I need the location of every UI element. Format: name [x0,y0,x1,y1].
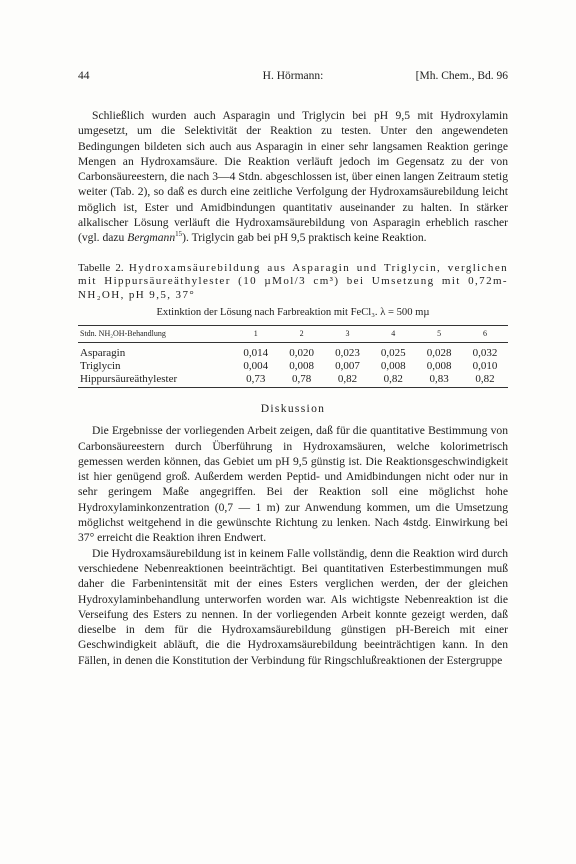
header-cell: 5 [416,326,462,343]
table-cell: 0,025 [380,347,406,360]
table-cell: 0,032 [472,347,498,360]
table-header-row [78,326,508,343]
table-cell: 0,028 [426,347,452,360]
table-cell: 0,82 [370,373,416,388]
row-label: Triglycin [80,360,121,373]
header-cell: 3 [325,326,371,343]
table-cell: 0,014 [243,347,269,360]
table-title: Hydroxamsäurebildung aus Asparagin und Triglycin, verglichen mit Hippursäureäthylester (10 µMol/3 cm³) bei Umsetzung mit 0,72m-NH₂OH, pH 9,5, 37° [78,261,509,301]
row-label: Hippursäureäthylester [78,373,233,388]
table-cell: 0,83 [416,373,462,388]
table-cell: 0,82 [325,373,371,388]
table-cell: 0,008 [380,360,406,373]
table-row [78,360,508,373]
table-row [78,373,508,388]
header-cell: 2 [279,326,325,343]
header-cell: 4 [370,326,416,343]
table-cell: 0,008 [426,360,452,373]
running-author: H. Hörmann: [262,70,324,82]
table-row [78,343,508,360]
journal-reference: [Mh. Chem., Bd. 96 [415,70,508,82]
table-cell: 0,020 [289,347,314,360]
table-cell: 0,023 [335,347,360,360]
table-cell: 0,82 [462,373,508,388]
row-label: Asparagin [80,347,126,360]
section-heading: Diskussion [260,402,326,416]
reference-author: Bergmann [127,231,176,245]
reference-number: 15 [175,230,183,239]
table-caption [78,262,508,303]
table-cell: 0,004 [243,360,269,373]
table-cell: 0,73 [233,373,279,388]
data-table [78,325,508,388]
paragraph-results [78,108,508,246]
page-number: 44 [78,70,90,82]
running-header [78,70,508,86]
table-cell: 0,78 [279,373,325,388]
table-label: Tabelle 2. [78,261,124,274]
header-cell: 6 [462,326,508,343]
paragraph-discussion-1: Die Ergebnisse der vorliegenden Arbeit zeigen, daß für die quantitative Bestimmung von Carbonsäureestern durch Überführung in Hydroxamsäuren, welche kolorimetrisch gemessen werden können, das Gebiet um pH 9,5 günstig ist. Die Reaktionsgeschwindigkeit ist hier genügend groß. Außerdem werden Peptid- und Amidbindungen nicht oder nur in sehr geringem Maße angegriffen. Bei der Reaktion soll eine möglichst hohe Hydroxylaminkonzentration (0,7 — 1 m) zur Anwendung kommen, um die Umsetzung möglichst weitgehend in die gewünschte Richtung zu lenken. Nach 4stdg. Einwirkung bei 37° erreicht die Reaktion ihren Endwert. [78,424,508,545]
paragraph-discussion-2: Die Hydroxamsäurebildung ist in keinem Falle vollständig, denn die Reaktion wird durch verschiedene Nebenreaktionen beeinträchtigt. Bei quantitativen Esterbestimmungen muß daher die Farbenintensität mit der eines Esters verglichen werden, der der gleichen Hydroxylaminbehandlung unterworfen worden war. Als wichtigste Nebenreaktion ist die Verseifung des Esters zu nennen. In der vorliegenden Arbeit konnte gezeigt werden, daß dieselbe in dem für die Hydroxamsäurebildung günstigen pH-Bereich mit einer Geschwindigkeit abläuft, die die Hydroxamsäurebildung beeinträchtigen kann. In den Fällen, in denen die Konstitution der Verbindung für Ringschlußreaktionen der Estergruppe [78,546,509,667]
page [78,70,508,668]
header-cell: Stdn. NH₂OH-Behandlung [78,326,233,343]
table-cell: 0,008 [289,360,314,373]
table-cell: 0,007 [335,360,360,373]
paragraph-text-end: ). Triglycin gab bei pH 9,5 praktisch keine Reaktion. [182,231,427,245]
header-cell: 1 [233,326,279,343]
paragraph-text: Schließlich wurden auch Asparagin und Triglycin bei pH 9,5 mit Hydroxylamin umgesetzt, um die Selektivität der Reaktion zu testen. Unter den angewendeten Bedingungen bildeten sich auch aus Asparagin in einer sehr langsamen Reaktion geringe Mengen an Hydroxamsäure. Die Reaktion verläuft jedoch im Gegensatz zu der von Carbonsäureestern, die nach 3—4 Stdn. abgeschlossen ist, über einen langen Zeitraum stetig weiter (Tab. 2), so daß es durch eine zeitliche Verfolgung der Hydroxamsäurebildung leicht möglich ist, Ester und Amidbindungen quantitativ auseinander zu halten. In stärker alkalischer Lösung verläuft die Hydroxamsäurebildung von Asparagin erheblich rascher (vgl. dazu [78,109,508,245]
table-subcaption: Extinktion der Lösung nach Farbreaktion mit FeCl₃. λ = 500 mµ [156,307,430,319]
table-cell: 0,010 [472,360,498,373]
